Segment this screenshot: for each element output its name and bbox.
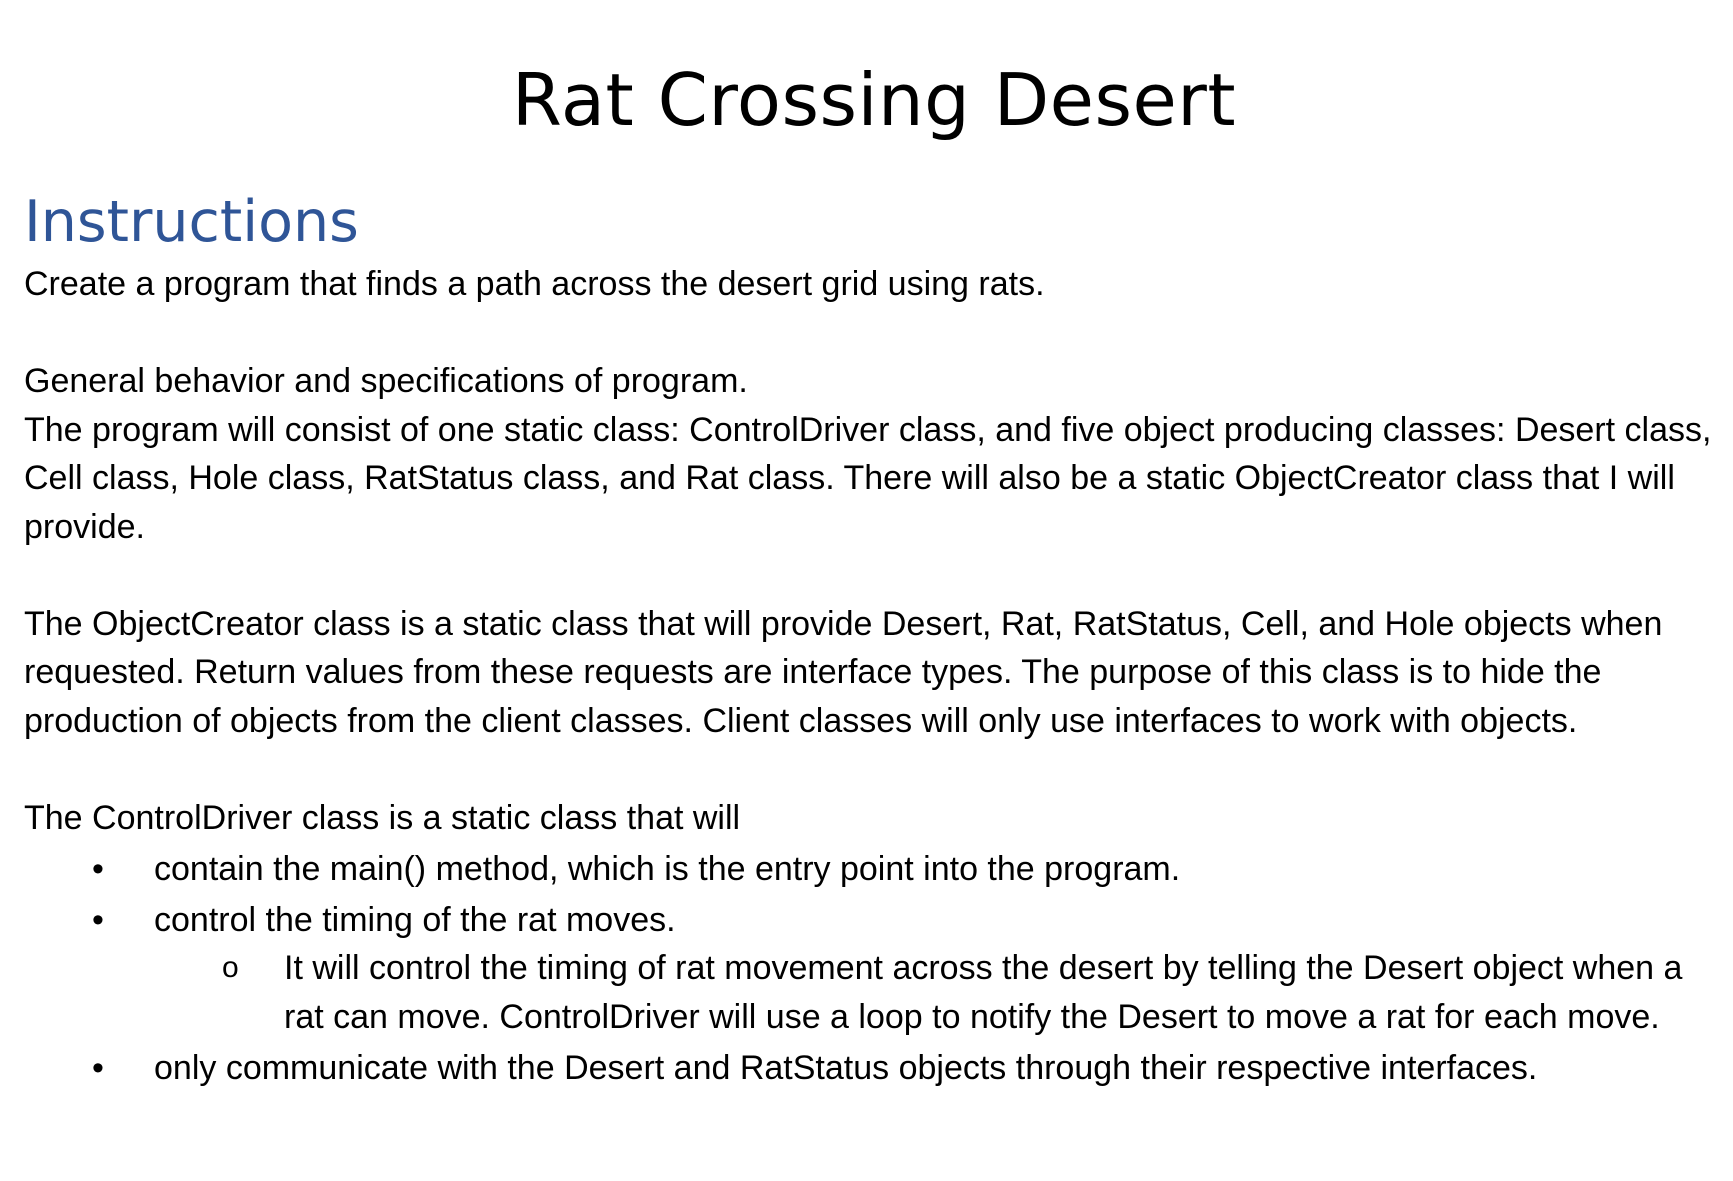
document-title: Rat Crossing Desert <box>511 58 1237 142</box>
sub-bullet-item <box>154 944 1724 1041</box>
instructions-heading: Instructions <box>24 189 359 255</box>
sub-bullet-list <box>154 944 1724 1041</box>
bullet-dot-icon: • <box>92 849 104 888</box>
bullet-item <box>24 845 1724 894</box>
paragraph-spacer <box>24 551 1724 600</box>
bullet-text: contain the main() method, which is the entry point into the program. <box>154 849 1181 888</box>
control-driver-intro: The ControlDriver class is a static class that will <box>24 798 741 837</box>
bullet-item <box>24 1044 1724 1093</box>
bullet-dot-icon: • <box>92 900 104 939</box>
general-heading-paragraph: General behavior and specifications of program. <box>24 362 748 400</box>
bullet-text: control the timing of the rat moves. <box>154 900 676 939</box>
control-driver-bullet-list <box>24 845 1724 1093</box>
sub-bullet-text: It will control the timing of rat movement across the desert by telling the Desert object when a rat can move. ControlDriver will use a loop to notify the Desert to move a rat for each move. <box>284 949 1683 1036</box>
document-body <box>24 260 1724 1092</box>
intro-paragraph: Create a program that finds a path across the desert grid using rats. <box>24 265 1045 303</box>
hollow-circle-bullet-icon: o <box>222 951 239 984</box>
bullet-dot-icon: • <box>92 1048 104 1087</box>
bullet-text: only communicate with the Desert and RatStatus objects through their respective interfaces. <box>154 1048 1538 1087</box>
classes-paragraph: The program will consist of one static class: ControlDriver class, and five object producing classes: Desert class, Cell class, Hole class, RatStatus class, and Rat class. There will also be a static ObjectCreator class that I will provide. <box>24 410 1712 546</box>
paragraph-spacer <box>24 309 1724 358</box>
bullet-item <box>24 896 1724 1042</box>
object-creator-paragraph: The ObjectCreator class is a static class that will provide Desert, Rat, RatStatus, Cell, and Hole objects when requested. Return values from these requests are interface types. The purpose of this class is to hide the production of objects from the client classes. Client classes will only use interfaces to work with objects. <box>24 604 1663 740</box>
paragraph-spacer <box>24 745 1724 794</box>
